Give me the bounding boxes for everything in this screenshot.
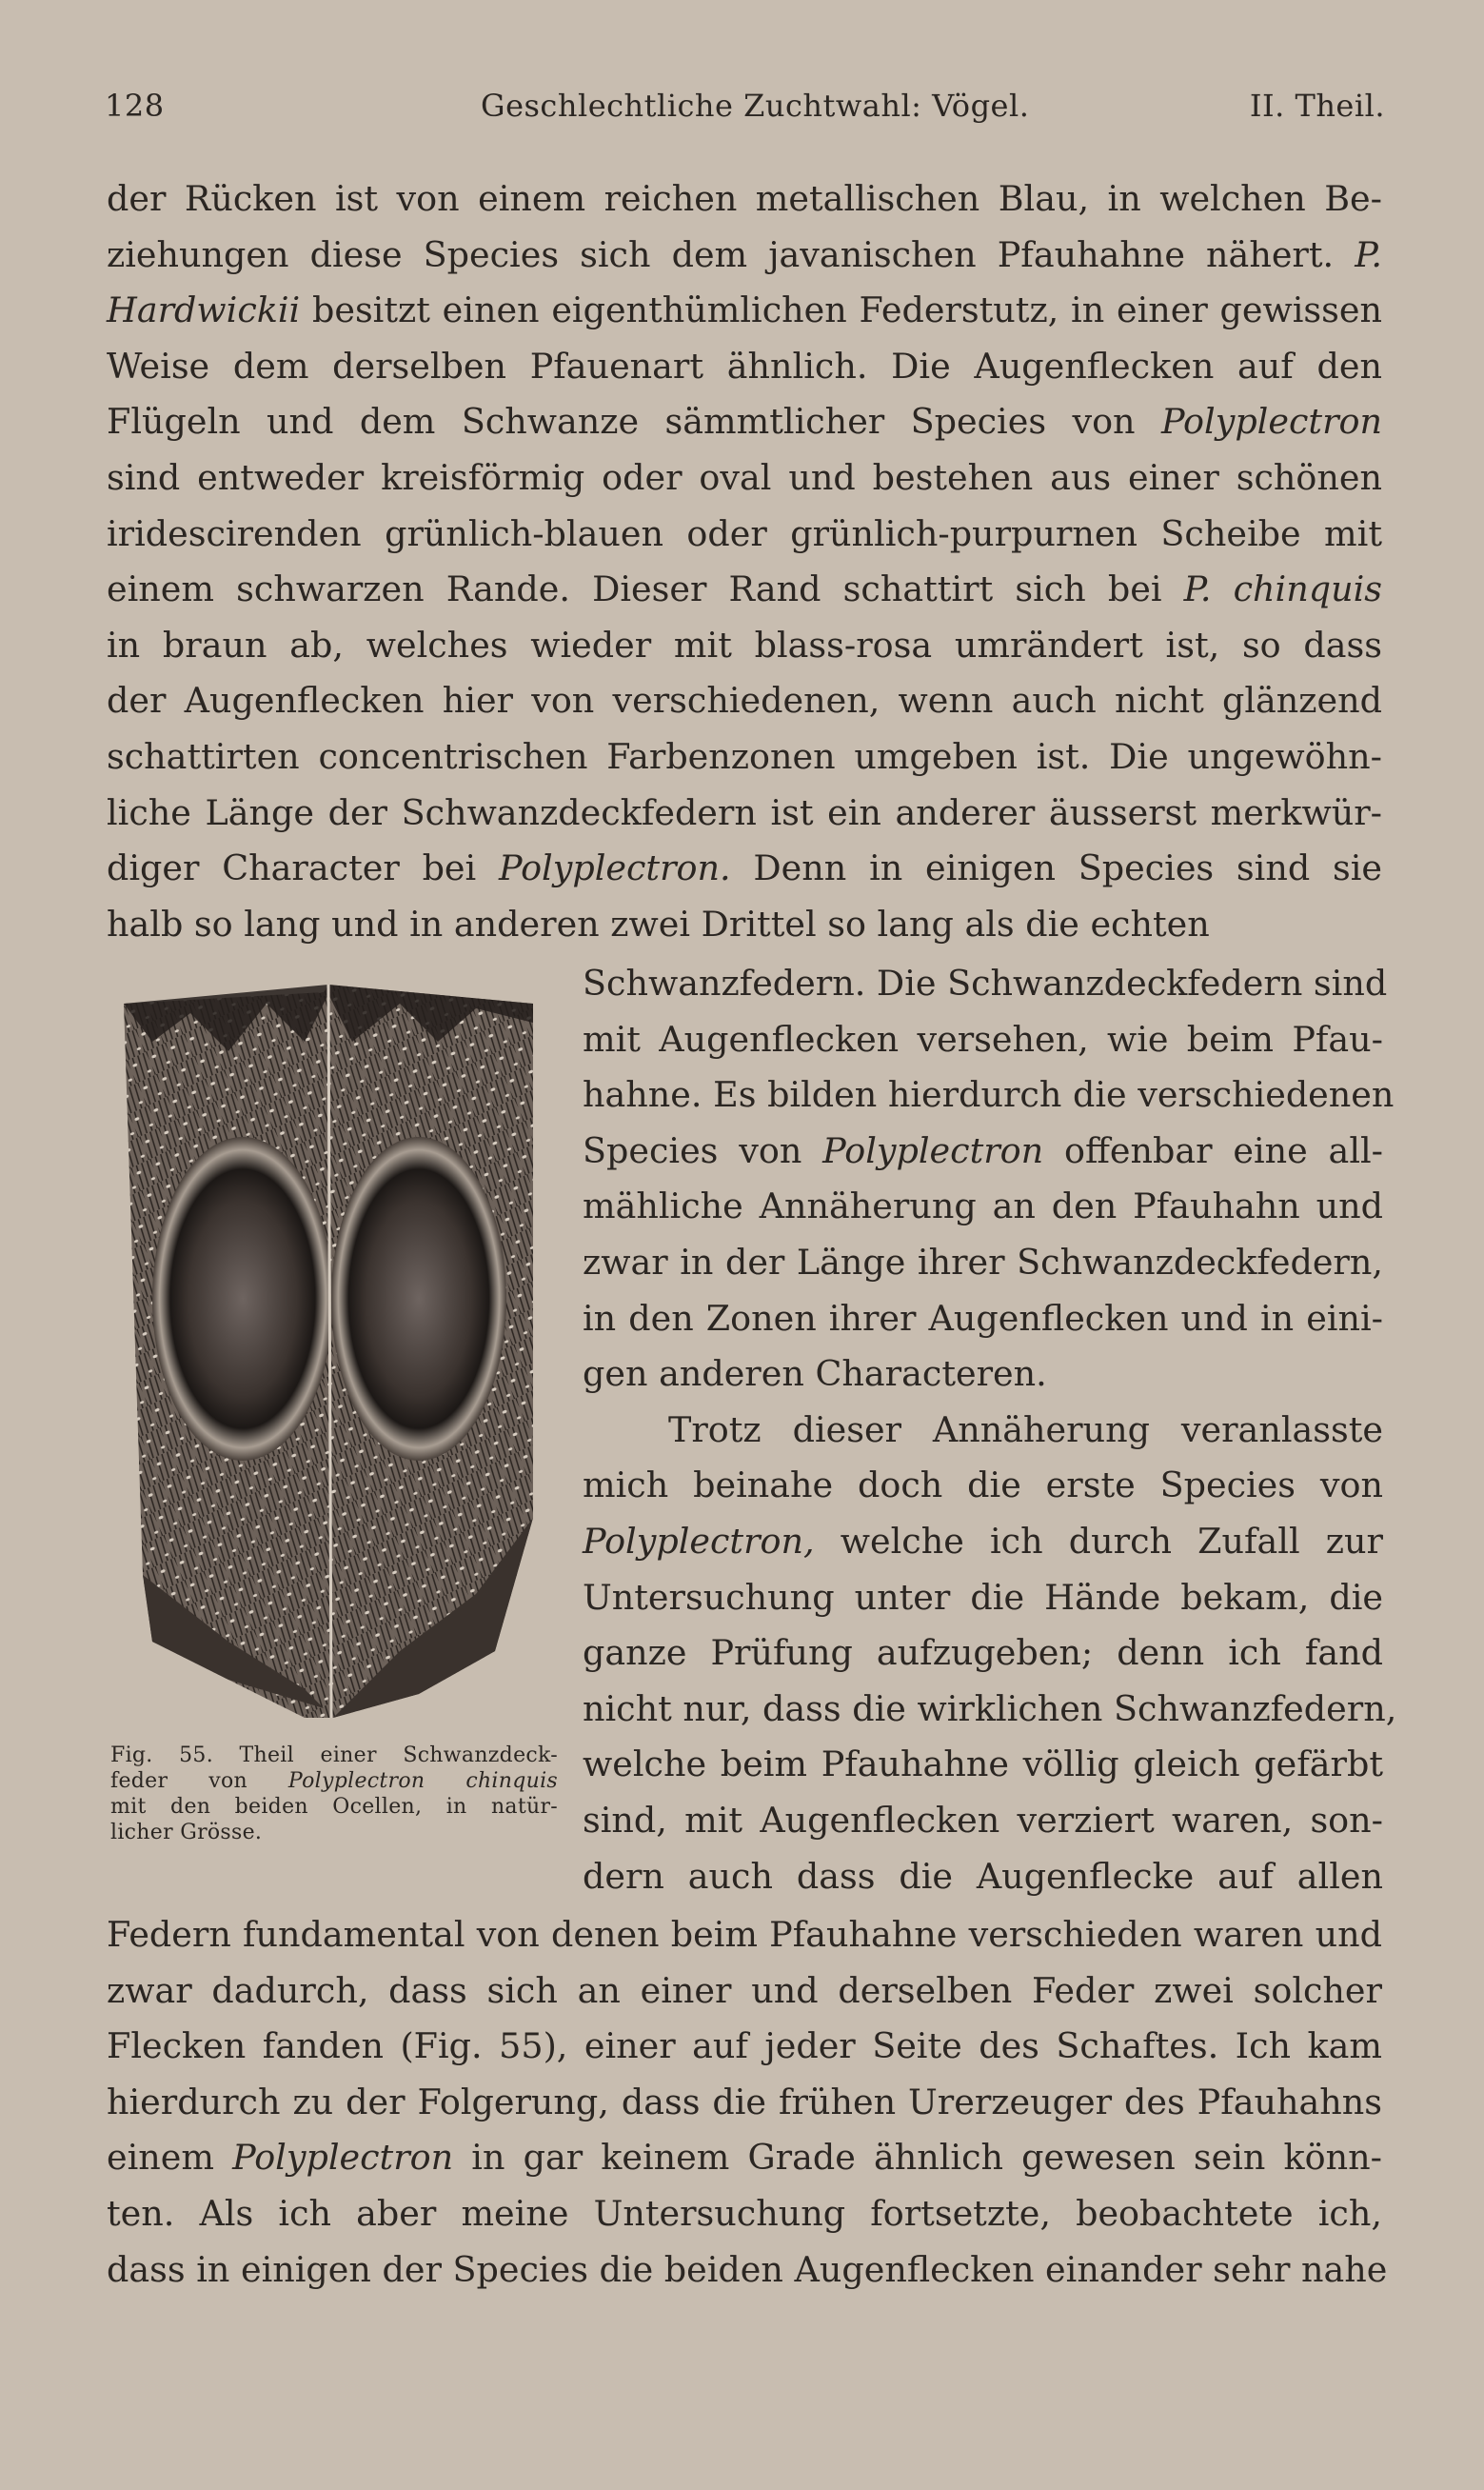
text-run: nicht nur, dass die wirklichen Schwanzfedern, — [583, 1687, 1397, 1729]
text-line — [107, 394, 1382, 450]
text-line — [583, 1570, 1383, 1626]
text-run: besitzt einen eigenthümlichen Federstutz, in einer gewissen — [300, 289, 1382, 331]
text-run: Federn fundamental von denen beim Pfauhahne verschieden waren und — [107, 1914, 1382, 1955]
text-line — [583, 1514, 1383, 1570]
text-run: zwar in der Länge ihrer Schwanzdeckfedern, — [583, 1241, 1383, 1283]
text-line — [583, 1346, 1383, 1403]
text-line — [107, 2186, 1382, 2242]
column-lines-a — [583, 956, 1395, 1403]
text-line — [107, 2130, 1382, 2186]
text-line — [107, 618, 1382, 674]
page-number: 128 — [105, 88, 165, 124]
text-line — [107, 1907, 1382, 1963]
running-header — [105, 88, 1385, 135]
text-line — [583, 1235, 1383, 1291]
paragraph-lines — [107, 171, 1382, 952]
text-run: hierdurch zu der Folgerung, dass die frühen Urerzeuger des Pfauhahns — [107, 2081, 1382, 2122]
italic-run: Polyplectron — [1160, 401, 1382, 443]
column-lines-b — [583, 1403, 1397, 1904]
text-run: gen anderen Characteren. — [583, 1353, 1047, 1395]
paragraph-top — [107, 171, 1382, 952]
ocellus-right — [331, 1137, 506, 1461]
text-run: mit Augenflecken versehen, wie beim Pfau- — [583, 1018, 1383, 1060]
text-run: Species von — [583, 1129, 823, 1171]
text-line — [110, 1794, 558, 1820]
text-line — [107, 673, 1382, 729]
text-line — [107, 2075, 1382, 2131]
text-line — [107, 729, 1382, 786]
text-line — [583, 1179, 1383, 1235]
text-run: Schwanzfedern. Die Schwanzdeckfedern sind — [583, 963, 1388, 1004]
text-run: licher Grösse. — [110, 1821, 263, 1844]
italic-run: Hardwickii — [107, 289, 301, 331]
italic-run: P. — [1355, 233, 1382, 275]
italic-run: Polyplectron, — [583, 1520, 815, 1562]
text-line — [583, 1403, 1383, 1459]
text-run: ganze Prüfung aufzugeben; denn ich fand — [583, 1632, 1383, 1674]
text-line — [583, 1291, 1383, 1347]
text-line — [107, 339, 1382, 395]
text-run: hahne. Es bilden hierdurch die verschiedenen — [583, 1074, 1395, 1116]
text-run: feder von — [110, 1769, 288, 1793]
figure-caption — [110, 1743, 558, 1845]
text-line — [107, 841, 1382, 897]
text-run: Flecken fanden (Fig. 55), einer auf jeder Seite des Schaftes. Ich kam — [107, 2025, 1382, 2067]
italic-run: Polyplectron. — [499, 847, 731, 889]
text-line — [107, 897, 1382, 953]
text-run: diger Character bei — [107, 847, 499, 889]
text-line — [107, 2242, 1388, 2299]
text-line — [110, 1768, 558, 1794]
text-line — [583, 1682, 1397, 1738]
text-run: in braun ab, welches wieder mit blass-rosa umrändert ist, so dass — [107, 624, 1382, 666]
text-line — [107, 507, 1382, 563]
feather-figure — [114, 985, 552, 1727]
text-line — [107, 171, 1382, 228]
text-line — [107, 1963, 1382, 2020]
text-line — [583, 1458, 1383, 1514]
text-run: in den Zonen ihrer Augenflecken und in eini- — [583, 1297, 1383, 1339]
part-label: II. Theil. — [1249, 88, 1385, 124]
text-line — [583, 1012, 1383, 1068]
text-run: welche beim Pfauhahne völlig gleich gefärbt — [583, 1743, 1383, 1785]
text-run: mit den beiden Ocellen, in natür- — [110, 1795, 558, 1819]
text-line — [583, 1067, 1395, 1124]
text-run: ten. Als ich aber meine Untersuchung fortsetzte, beobachtete ich, — [107, 2192, 1382, 2234]
text-run: einem — [107, 2137, 233, 2179]
text-line — [583, 1849, 1383, 1905]
text-run: einem schwarzen Rande. Dieser Rand schattirt sich bei — [107, 568, 1184, 610]
text-run: dern auch dass die Augenflecke auf allen — [583, 1855, 1383, 1897]
text-run: zwar dadurch, dass sich an einer und derselben Feder zwei solcher — [107, 1969, 1382, 2011]
text-run: ziehungen diese Species sich dem javanischen Pfauhahne nähert. — [107, 233, 1355, 275]
text-line — [107, 283, 1382, 339]
text-line — [583, 1625, 1383, 1682]
text-line — [110, 1820, 558, 1845]
text-run: Flügeln und dem Schwanze sämmtlicher Species von — [107, 401, 1161, 443]
ocellus-left — [152, 1137, 333, 1461]
italic-run: P. chinquis — [1183, 568, 1382, 610]
text-line — [583, 1124, 1383, 1180]
text-line — [107, 786, 1382, 842]
text-run: welche ich durch Zufall zur — [814, 1520, 1383, 1562]
running-title: Geschlechtliche Zuchtwahl: Vögel. — [481, 88, 1030, 124]
text-line — [583, 956, 1388, 1012]
text-run: mähliche Annäherung an den Pfauhahn und — [583, 1185, 1383, 1227]
text-line — [107, 450, 1382, 507]
text-line — [107, 228, 1382, 284]
text-run: der Augenflecken hier von verschiedenen, wenn auch nicht glänzend — [107, 680, 1382, 722]
paragraph-bottom — [107, 1907, 1388, 2298]
feather-illustration — [114, 985, 552, 1727]
text-run: iridescirenden grünlich-blauen oder grünlich-purpurnen Scheibe mit — [107, 512, 1382, 554]
text-run: mich beinahe doch die erste Species von — [583, 1464, 1383, 1506]
text-line — [110, 1743, 558, 1768]
paragraph-lines-bottom — [107, 1907, 1388, 2298]
text-run: Weise dem derselben Pfauenart ähnlich. Die Augenflecken auf den — [107, 345, 1382, 387]
text-run: liche Länge der Schwanzdeckfedern ist ein anderer äusserst merkwür- — [107, 791, 1382, 833]
text-run: dass in einigen der Species die beiden Augenflecken einander sehr nahe — [107, 2248, 1388, 2290]
italic-run: Polyplectron — [232, 2137, 454, 2179]
text-run: Untersuchung unter die Hände bekam, die — [583, 1576, 1383, 1618]
text-line — [583, 1737, 1383, 1793]
text-run: halb so lang und in anderen zwei Drittel so lang als die echten — [107, 903, 1210, 945]
text-run: Denn in einigen Species sind sie — [730, 847, 1382, 889]
text-run: offenbar eine all- — [1043, 1129, 1383, 1171]
text-line — [107, 2019, 1382, 2075]
text-line — [583, 1793, 1383, 1849]
caption-lines — [110, 1743, 558, 1845]
text-run: sind entweder kreisförmig oder oval und bestehen aus einer schönen — [107, 456, 1382, 498]
italic-run: Polyplectron — [822, 1129, 1044, 1171]
text-run: schattirten concentrischen Farbenzonen umgeben ist. Die ungewöhn- — [107, 735, 1382, 777]
text-run: Trotz dieser Annäherung veranlasste — [668, 1408, 1383, 1450]
text-run: in gar keinem Grade ähnlich gewesen sein könn- — [453, 2137, 1382, 2179]
text-run: Fig. 55. Theil einer Schwanzdeck- — [110, 1743, 558, 1767]
italic-run: Polyplectron chinquis — [287, 1769, 558, 1793]
text-line — [107, 562, 1382, 618]
text-run: der Rücken ist von einem reichen metallischen Blau, in welchen Be- — [107, 178, 1382, 219]
text-run: sind, mit Augenflecken verziert waren, son- — [583, 1799, 1383, 1841]
column-text — [583, 956, 1397, 1904]
